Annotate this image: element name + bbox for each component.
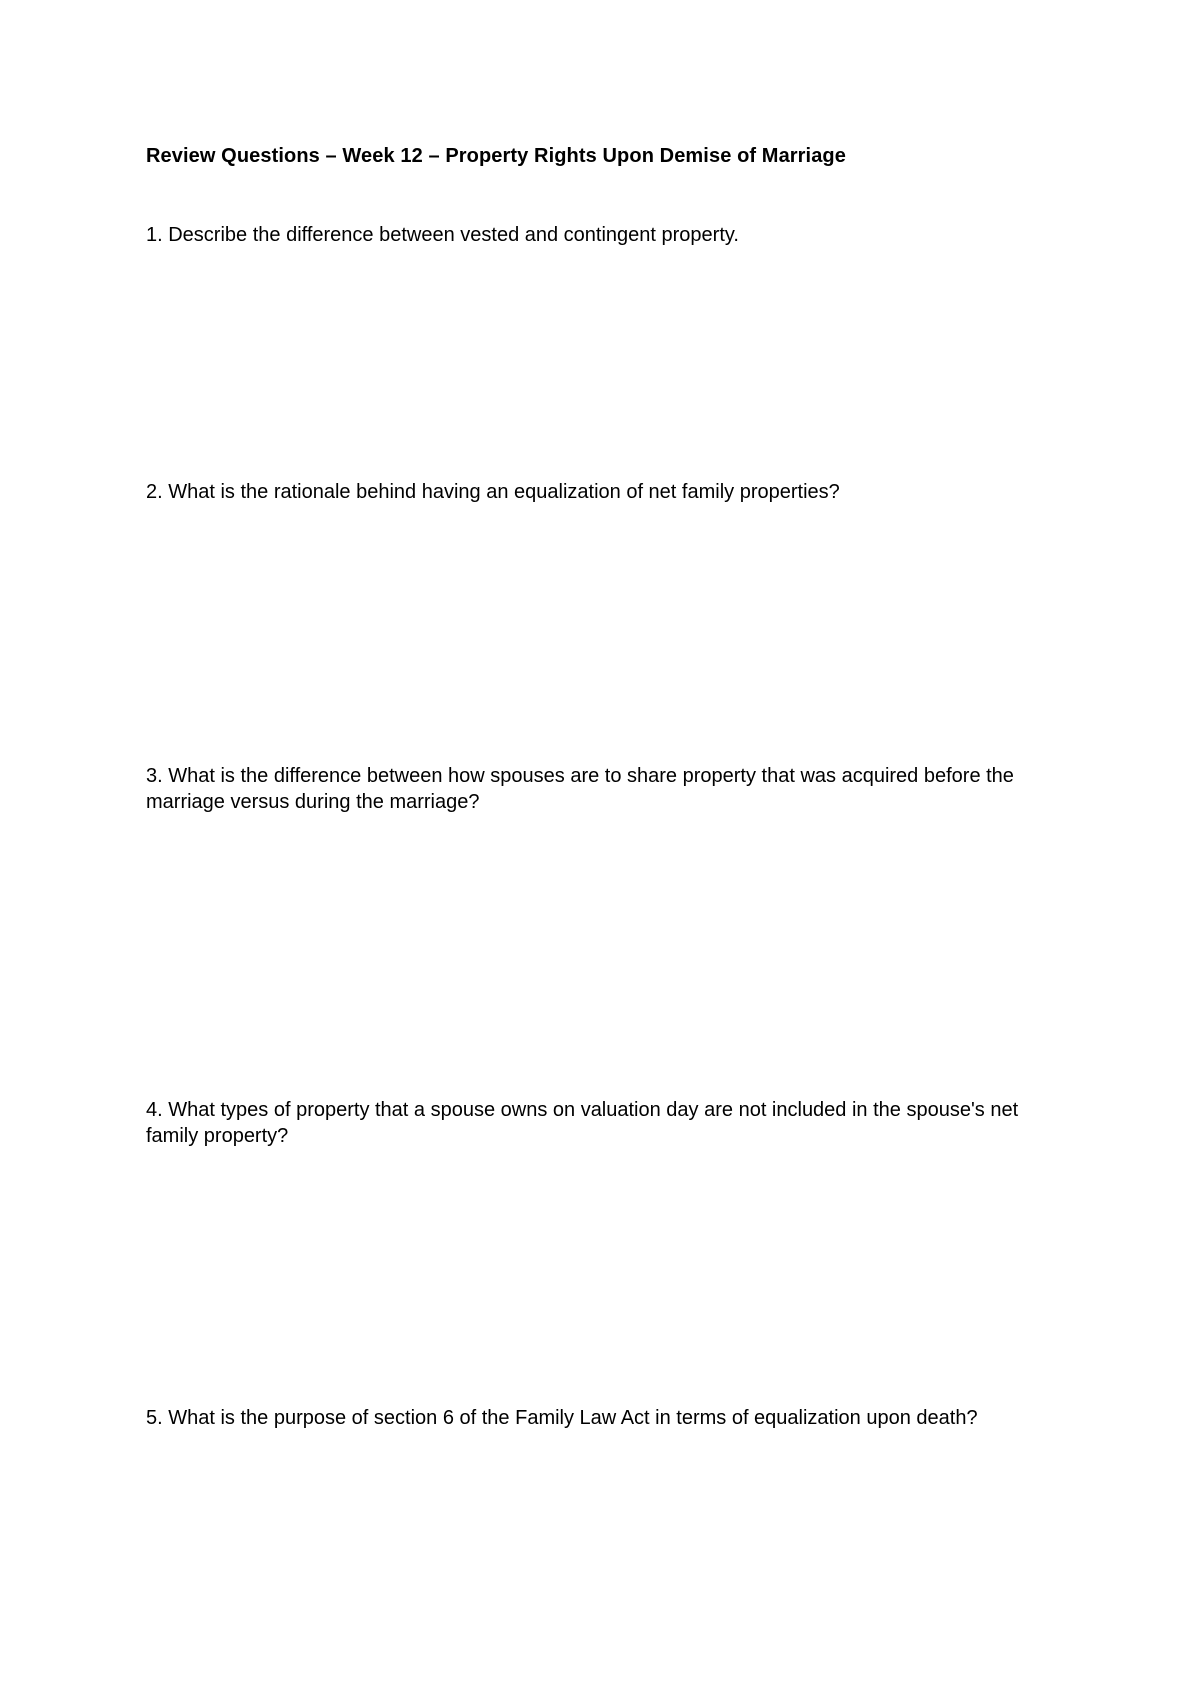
question-5: 5. What is the purpose of section 6 of the Family Law Act in terms of equalization upon death? xyxy=(146,1407,978,1429)
question-2: 2. What is the rationale behind having an equalization of net family properties? xyxy=(146,481,840,503)
question-1: 1. Describe the difference between vested and contingent property. xyxy=(146,224,739,246)
question-4: 4. What types of property that a spouse owns on valuation day are not included in the spouse's net family property? xyxy=(146,1099,1019,1147)
document-title: Review Questions – Week 12 – Property Rights Upon Demise of Marriage xyxy=(146,145,846,167)
question-3: 3. What is the difference between how spouses are to share property that was acquired before the marriage versus during the marriage? xyxy=(146,765,1014,813)
